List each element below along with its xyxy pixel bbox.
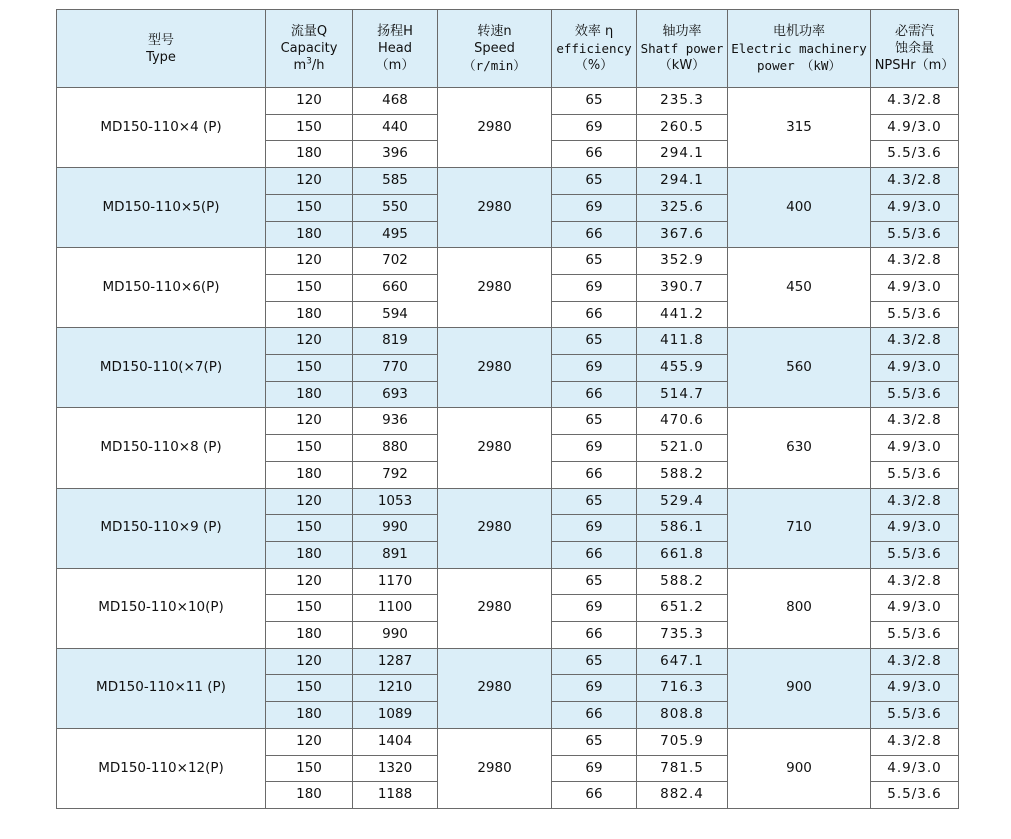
cell-npshr: 4.3/2.8 xyxy=(871,168,959,195)
cell-head: 936 xyxy=(353,408,438,435)
cell-efficiency: 69 xyxy=(552,114,637,141)
cell-efficiency: 69 xyxy=(552,274,637,301)
cell-speed: 2980 xyxy=(438,88,552,168)
cell-capacity: 150 xyxy=(266,194,353,221)
cell-head: 585 xyxy=(353,168,438,195)
cell-efficiency: 69 xyxy=(552,595,637,622)
table-row xyxy=(57,328,959,355)
cell-shaft-power: 716.3 xyxy=(637,675,728,702)
cell-efficiency: 65 xyxy=(552,568,637,595)
cell-head: 891 xyxy=(353,541,438,568)
cell-efficiency: 69 xyxy=(552,435,637,462)
cell-capacity: 150 xyxy=(266,355,353,382)
cell-shaft-power: 588.2 xyxy=(637,568,728,595)
cell-capacity: 120 xyxy=(266,408,353,435)
cell-speed: 2980 xyxy=(438,488,552,568)
cell-shaft-power: 808.8 xyxy=(637,702,728,729)
cell-npshr: 5.5/3.6 xyxy=(871,702,959,729)
table-row xyxy=(57,488,959,515)
cell-efficiency: 65 xyxy=(552,248,637,275)
cell-shaft-power: 260.5 xyxy=(637,114,728,141)
cell-head: 1053 xyxy=(353,488,438,515)
cell-npshr: 4.9/3.0 xyxy=(871,194,959,221)
cell-shaft-power: 294.1 xyxy=(637,168,728,195)
cell-npshr: 4.3/2.8 xyxy=(871,408,959,435)
cell-npshr: 4.3/2.8 xyxy=(871,728,959,755)
cell-shaft-power: 586.1 xyxy=(637,515,728,542)
cell-efficiency: 65 xyxy=(552,88,637,115)
header-type: 型号 Type xyxy=(57,10,266,88)
cell-type: MD150-110×12(P) xyxy=(57,728,266,808)
cell-speed: 2980 xyxy=(438,648,552,728)
cell-head: 819 xyxy=(353,328,438,355)
cell-npshr: 4.3/2.8 xyxy=(871,568,959,595)
cell-shaft-power: 647.1 xyxy=(637,648,728,675)
cell-shaft-power: 235.3 xyxy=(637,88,728,115)
header-capacity: 流量Q Capacity $m^3/h$ xyxy=(266,10,353,88)
table-row xyxy=(57,248,959,275)
cell-type: MD150-110×10(P) xyxy=(57,568,266,648)
cell-motor-power: 630 xyxy=(728,408,871,488)
cell-speed: 2980 xyxy=(438,168,552,248)
cell-efficiency: 65 xyxy=(552,408,637,435)
cell-head: 396 xyxy=(353,141,438,168)
cell-head: 495 xyxy=(353,221,438,248)
cell-npshr: 4.3/2.8 xyxy=(871,488,959,515)
cell-capacity: 150 xyxy=(266,114,353,141)
cell-speed: 2980 xyxy=(438,408,552,488)
cell-npshr: 4.9/3.0 xyxy=(871,355,959,382)
cell-shaft-power: 325.6 xyxy=(637,194,728,221)
cell-shaft-power: 294.1 xyxy=(637,141,728,168)
cell-npshr: 5.5/3.6 xyxy=(871,782,959,809)
cell-type: MD150-110×8 (P) xyxy=(57,408,266,488)
cell-npshr: 4.9/3.0 xyxy=(871,274,959,301)
cell-capacity: 120 xyxy=(266,488,353,515)
cell-head: 880 xyxy=(353,435,438,462)
cell-capacity: 150 xyxy=(266,675,353,702)
cell-npshr: 4.9/3.0 xyxy=(871,595,959,622)
cell-head: 1287 xyxy=(353,648,438,675)
cell-head: 594 xyxy=(353,301,438,328)
cell-speed: 2980 xyxy=(438,248,552,328)
cell-head: 990 xyxy=(353,515,438,542)
cell-npshr: 5.5/3.6 xyxy=(871,461,959,488)
cell-efficiency: 66 xyxy=(552,381,637,408)
cell-efficiency: 69 xyxy=(552,355,637,382)
cell-head: 702 xyxy=(353,248,438,275)
cell-capacity: 120 xyxy=(266,728,353,755)
header-motor-power: 电机功率 Electric machinery power （kW） xyxy=(728,10,871,88)
cell-shaft-power: 781.5 xyxy=(637,755,728,782)
cell-capacity: 180 xyxy=(266,541,353,568)
cell-motor-power: 900 xyxy=(728,728,871,808)
cell-motor-power: 800 xyxy=(728,568,871,648)
cell-efficiency: 69 xyxy=(552,194,637,221)
cell-npshr: 4.3/2.8 xyxy=(871,648,959,675)
cell-shaft-power: 588.2 xyxy=(637,461,728,488)
cell-capacity: 150 xyxy=(266,755,353,782)
cell-capacity: 180 xyxy=(266,381,353,408)
cell-efficiency: 66 xyxy=(552,301,637,328)
cell-shaft-power: 882.4 xyxy=(637,782,728,809)
cell-motor-power: 400 xyxy=(728,168,871,248)
cell-shaft-power: 441.2 xyxy=(637,301,728,328)
cell-head: 660 xyxy=(353,274,438,301)
cell-npshr: 4.9/3.0 xyxy=(871,114,959,141)
cell-capacity: 180 xyxy=(266,301,353,328)
cell-type: MD150-110(×7(P) xyxy=(57,328,266,408)
table-row xyxy=(57,88,959,115)
table-row xyxy=(57,168,959,195)
cell-shaft-power: 470.6 xyxy=(637,408,728,435)
cell-npshr: 5.5/3.6 xyxy=(871,141,959,168)
cell-head: 1100 xyxy=(353,595,438,622)
cell-capacity: 180 xyxy=(266,782,353,809)
cell-shaft-power: 705.9 xyxy=(637,728,728,755)
cell-npshr: 4.9/3.0 xyxy=(871,755,959,782)
cell-speed: 2980 xyxy=(438,728,552,808)
cell-efficiency: 66 xyxy=(552,221,637,248)
cell-head: 440 xyxy=(353,114,438,141)
cell-npshr: 4.9/3.0 xyxy=(871,435,959,462)
cell-motor-power: 710 xyxy=(728,488,871,568)
cell-efficiency: 65 xyxy=(552,488,637,515)
cell-motor-power: 560 xyxy=(728,328,871,408)
cell-npshr: 5.5/3.6 xyxy=(871,622,959,649)
cell-shaft-power: 521.0 xyxy=(637,435,728,462)
cell-capacity: 120 xyxy=(266,248,353,275)
cell-efficiency: 65 xyxy=(552,168,637,195)
cell-capacity: 150 xyxy=(266,595,353,622)
table-body xyxy=(57,88,959,809)
cell-npshr: 5.5/3.6 xyxy=(871,301,959,328)
cell-type: MD150-110×4 (P) xyxy=(57,88,266,168)
cell-npshr: 4.3/2.8 xyxy=(871,88,959,115)
pump-spec-table xyxy=(56,9,959,809)
cell-npshr: 4.3/2.8 xyxy=(871,248,959,275)
cell-npshr: 5.5/3.6 xyxy=(871,381,959,408)
cell-head: 693 xyxy=(353,381,438,408)
cell-npshr: 4.9/3.0 xyxy=(871,675,959,702)
cell-efficiency: 66 xyxy=(552,461,637,488)
cell-efficiency: 69 xyxy=(552,755,637,782)
cell-shaft-power: 455.9 xyxy=(637,355,728,382)
header-npshr: 必需汽 蚀余量 NPSHr（m） xyxy=(871,10,959,88)
cell-efficiency: 69 xyxy=(552,515,637,542)
cell-capacity: 150 xyxy=(266,435,353,462)
cell-capacity: 120 xyxy=(266,328,353,355)
cell-head: 1404 xyxy=(353,728,438,755)
cell-efficiency: 66 xyxy=(552,782,637,809)
cell-capacity: 150 xyxy=(266,274,353,301)
cell-capacity: 180 xyxy=(266,702,353,729)
cell-head: 1210 xyxy=(353,675,438,702)
cell-motor-power: 450 xyxy=(728,248,871,328)
cell-efficiency: 65 xyxy=(552,648,637,675)
cell-head: 1188 xyxy=(353,782,438,809)
cell-capacity: 180 xyxy=(266,221,353,248)
header-speed: 转速n Speed （r/min） xyxy=(438,10,552,88)
cell-motor-power: 315 xyxy=(728,88,871,168)
cell-efficiency: 66 xyxy=(552,702,637,729)
cell-capacity: 120 xyxy=(266,168,353,195)
cell-head: 1089 xyxy=(353,702,438,729)
cell-shaft-power: 735.3 xyxy=(637,622,728,649)
cell-head: 792 xyxy=(353,461,438,488)
cell-npshr: 5.5/3.6 xyxy=(871,221,959,248)
cell-shaft-power: 514.7 xyxy=(637,381,728,408)
cell-head: 990 xyxy=(353,622,438,649)
table-header xyxy=(57,10,959,88)
cell-capacity: 120 xyxy=(266,568,353,595)
cell-efficiency: 66 xyxy=(552,141,637,168)
cell-efficiency: 69 xyxy=(552,675,637,702)
cell-capacity: 120 xyxy=(266,88,353,115)
cell-type: MD150-110×5(P) xyxy=(57,168,266,248)
cell-efficiency: 65 xyxy=(552,328,637,355)
cell-efficiency: 66 xyxy=(552,622,637,649)
cell-shaft-power: 651.2 xyxy=(637,595,728,622)
cell-shaft-power: 367.6 xyxy=(637,221,728,248)
cell-type: MD150-110×6(P) xyxy=(57,248,266,328)
cell-head: 550 xyxy=(353,194,438,221)
cell-shaft-power: 529.4 xyxy=(637,488,728,515)
table-row xyxy=(57,648,959,675)
cell-shaft-power: 661.8 xyxy=(637,541,728,568)
cell-shaft-power: 390.7 xyxy=(637,274,728,301)
table-row xyxy=(57,408,959,435)
cell-head: 770 xyxy=(353,355,438,382)
cell-npshr: 5.5/3.6 xyxy=(871,541,959,568)
cell-speed: 2980 xyxy=(438,568,552,648)
cell-head: 1170 xyxy=(353,568,438,595)
cell-capacity: 150 xyxy=(266,515,353,542)
cell-speed: 2980 xyxy=(438,328,552,408)
cell-npshr: 4.3/2.8 xyxy=(871,328,959,355)
table-row xyxy=(57,568,959,595)
cell-capacity: 180 xyxy=(266,461,353,488)
cell-npshr: 4.9/3.0 xyxy=(871,515,959,542)
cell-capacity: 120 xyxy=(266,648,353,675)
cell-type: MD150-110×9 (P) xyxy=(57,488,266,568)
header-efficiency: 效率 η efficiency （%） xyxy=(552,10,637,88)
cell-type: MD150-110×11 (P) xyxy=(57,648,266,728)
header-head: 扬程H Head （m） xyxy=(353,10,438,88)
header-shaft-power: 轴功率 Shatf power （kW） xyxy=(637,10,728,88)
cell-shaft-power: 352.9 xyxy=(637,248,728,275)
cell-capacity: 180 xyxy=(266,141,353,168)
cell-capacity: 180 xyxy=(266,622,353,649)
table-row xyxy=(57,728,959,755)
cell-head: 468 xyxy=(353,88,438,115)
cell-efficiency: 66 xyxy=(552,541,637,568)
cell-shaft-power: 411.8 xyxy=(637,328,728,355)
cell-head: 1320 xyxy=(353,755,438,782)
cell-motor-power: 900 xyxy=(728,648,871,728)
cell-efficiency: 65 xyxy=(552,728,637,755)
